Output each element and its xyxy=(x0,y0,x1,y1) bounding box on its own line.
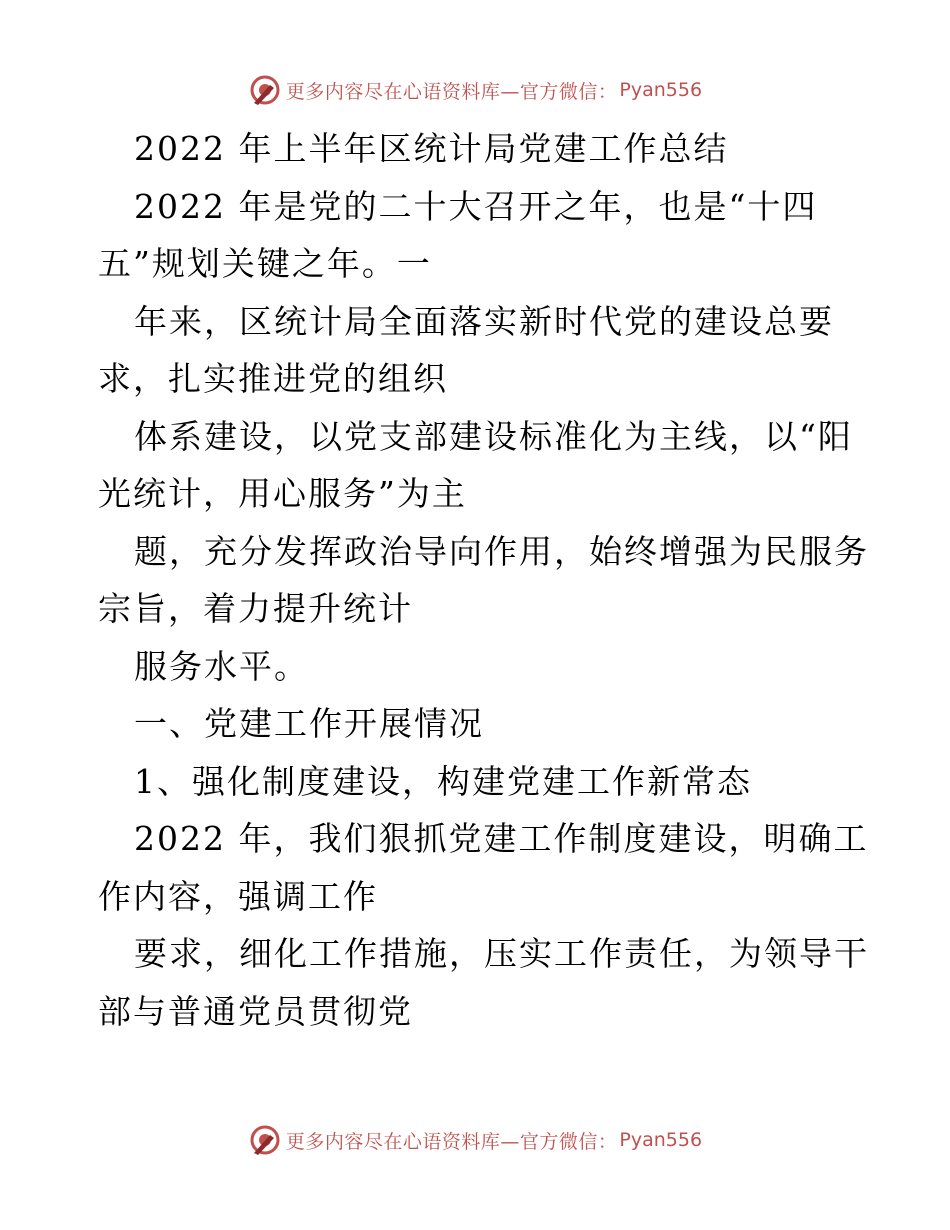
document-body xyxy=(98,120,869,1040)
doc-title: 2022 年上半年区统计局党建工作总结 xyxy=(134,129,729,168)
doc-line: 题，充分发挥政治导向作用，始终增强为民服务 xyxy=(134,531,869,571)
doc-line: 作内容，强调工作 xyxy=(98,876,378,916)
doc-line: 宗旨，着力提升统计 xyxy=(98,589,413,628)
watermark-text: 更多内容尽在心语资料库—官方微信： xyxy=(285,80,618,103)
watermark-wechat-id: Pyan556 xyxy=(619,1129,703,1151)
watermark-text: 更多内容尽在心语资料库—官方微信： xyxy=(285,1130,618,1153)
pen-logo-icon xyxy=(248,1123,282,1157)
pen-logo-icon xyxy=(248,73,282,107)
watermark-footer xyxy=(0,1120,950,1160)
section-heading: 一、党建工作开展情况 xyxy=(134,704,484,743)
subsection-heading: 1、强化制度建设，构建党建工作新常态 xyxy=(134,761,752,801)
doc-line: 求，扎实推进党的组织 xyxy=(98,359,448,398)
doc-line: 2022 年是党的二十大召开之年，也是“十四 xyxy=(134,186,818,226)
doc-line: 光统计，用心服务”为主 xyxy=(98,474,467,513)
doc-line: 五”规划关键之年。一 xyxy=(98,244,432,283)
doc-line: 部与普通党员贯彻党 xyxy=(98,991,413,1031)
doc-line: 要求，细化工作措施，压实工作责任，为领导干 xyxy=(134,934,869,973)
watermark-header xyxy=(0,70,950,110)
doc-line: 体系建设，以党支部建设标准化为主线，以“阳 xyxy=(134,416,853,456)
doc-line: 服务水平。 xyxy=(134,646,309,686)
watermark-wechat-id: Pyan556 xyxy=(619,79,703,101)
doc-line: 2022 年，我们狠抓党建工作制度建设，明确工 xyxy=(134,819,869,858)
doc-line: 年来，区统计局全面落实新时代党的建设总要 xyxy=(134,301,834,341)
